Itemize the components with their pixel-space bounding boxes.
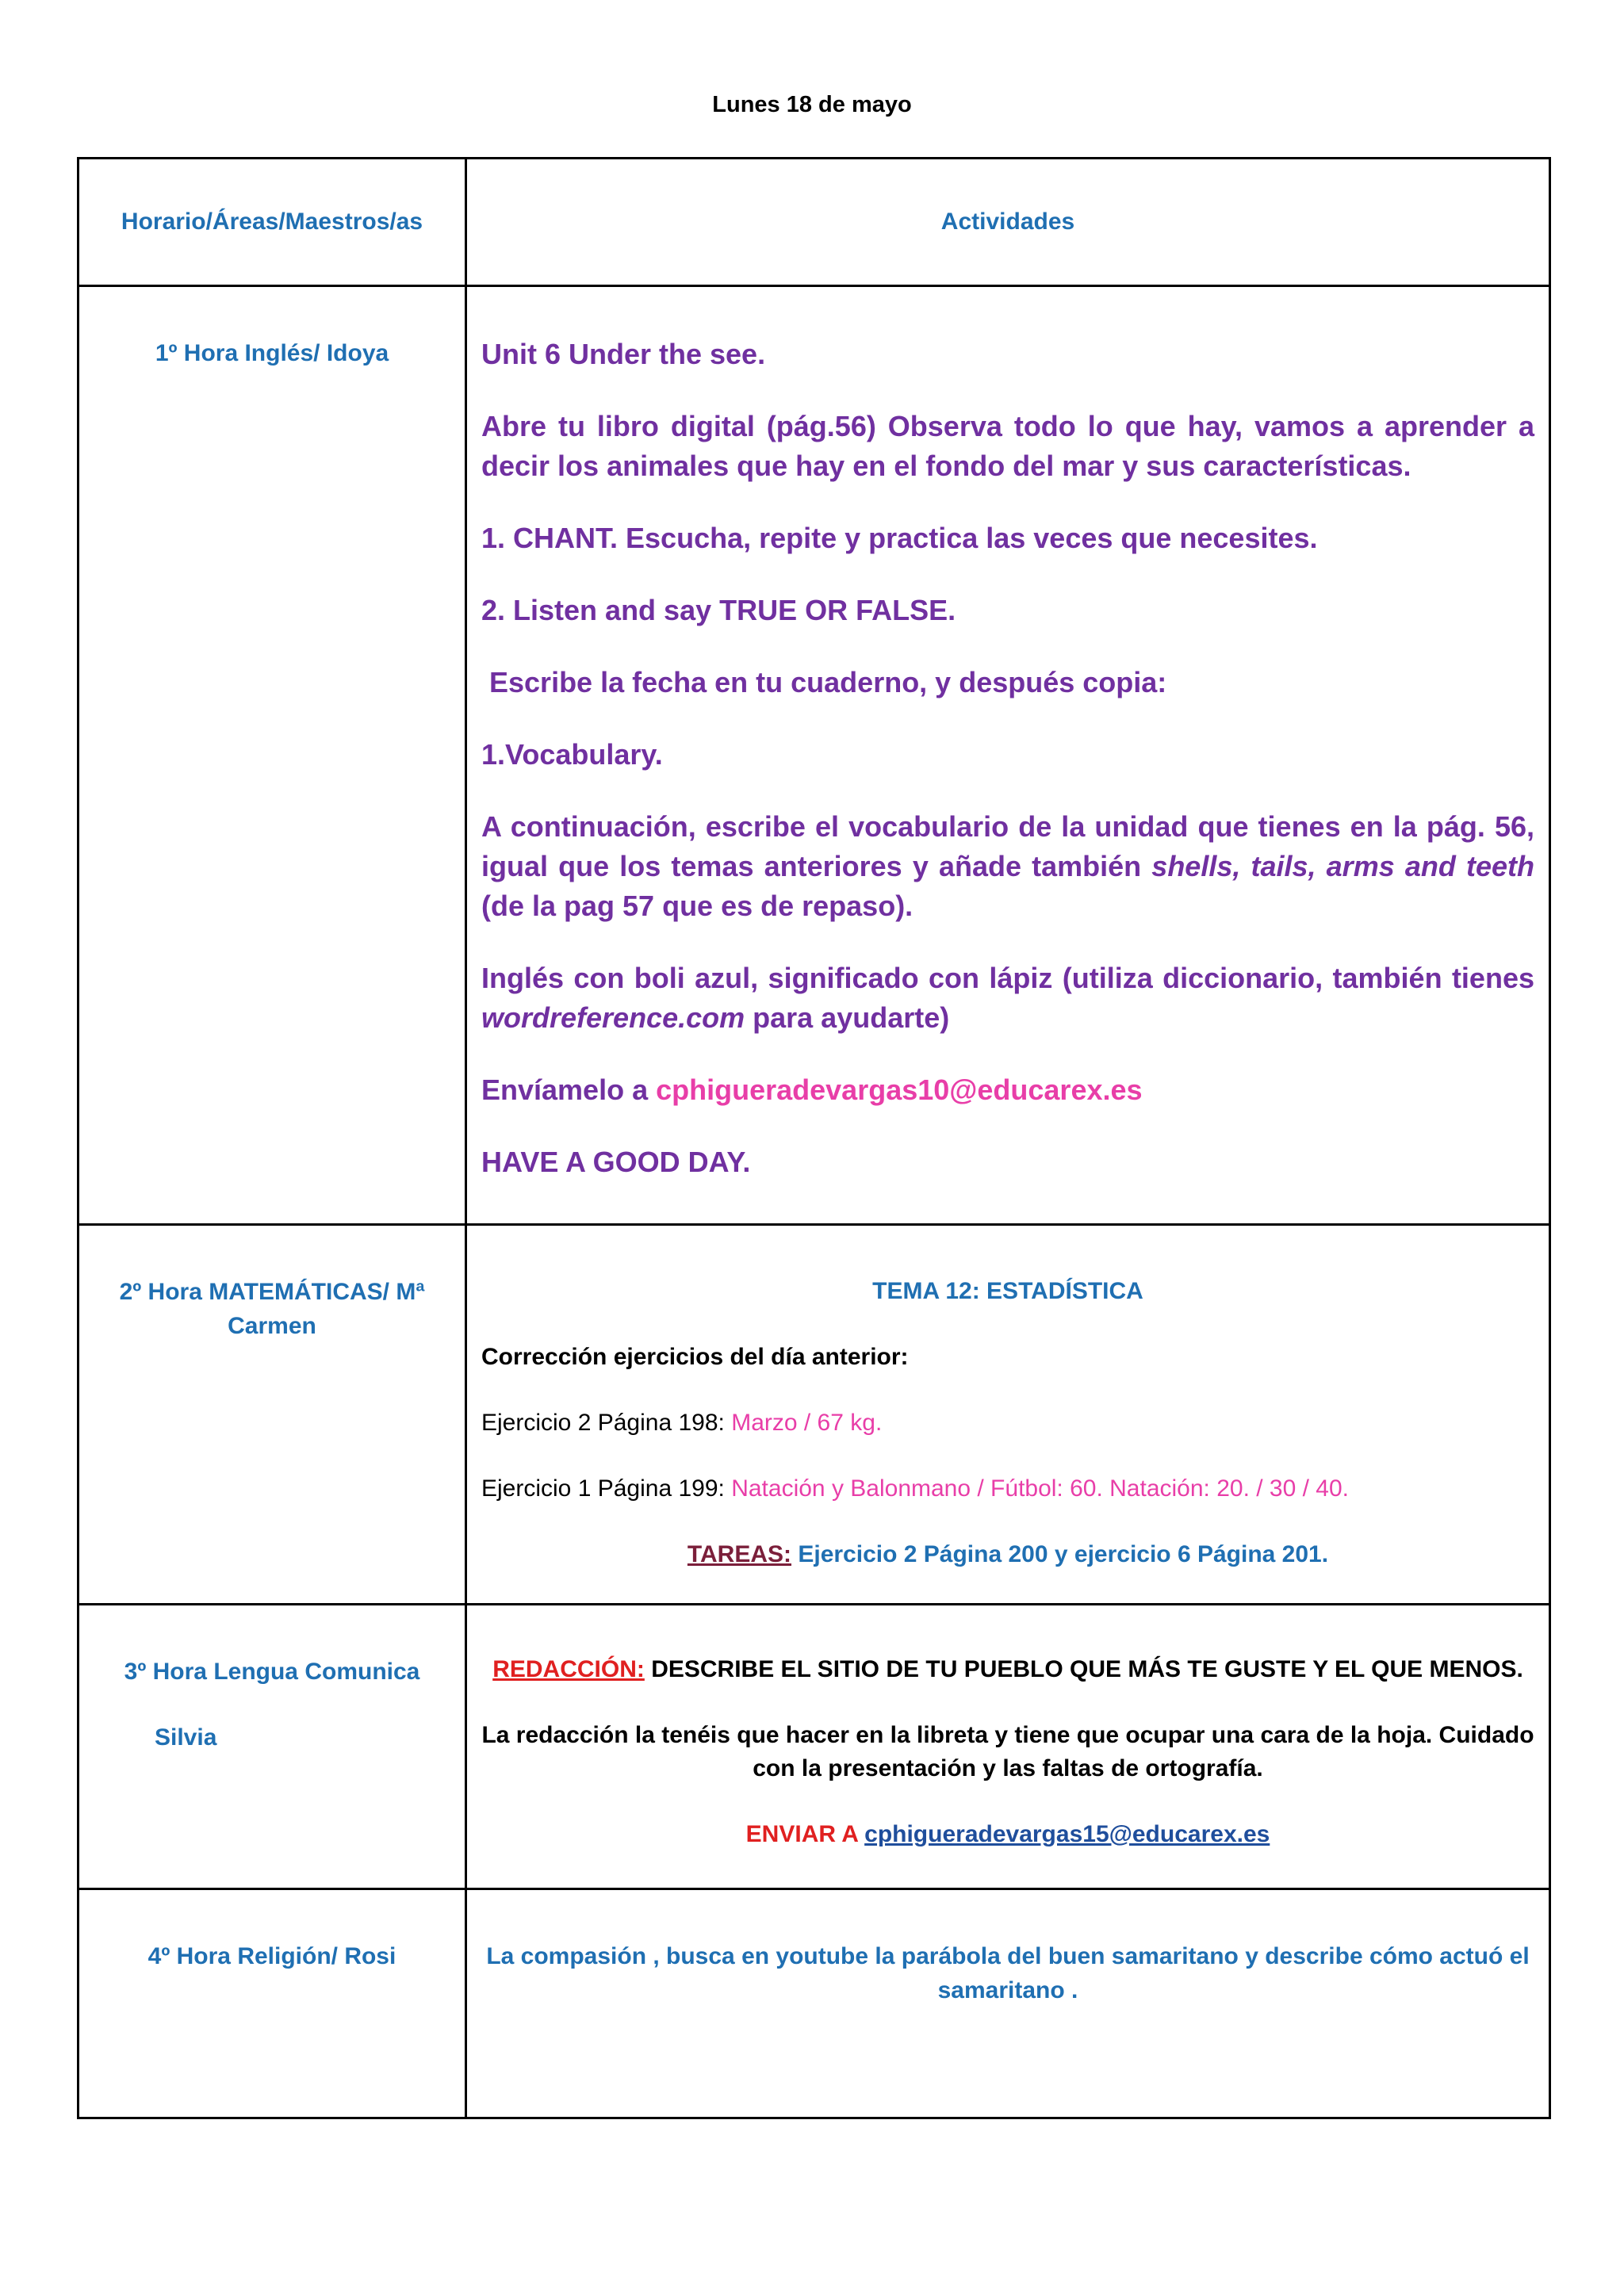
ej1-answer: Marzo / 67 kg. [731, 1410, 883, 1436]
ingles-envio [481, 1070, 1534, 1110]
row-religion [79, 1889, 1550, 2118]
header-row [79, 159, 1550, 286]
area-lengua-teacher: Silvia [155, 1724, 217, 1751]
tareas-text: Ejercicio 2 Página 200 y ejercicio 6 Página 201. [791, 1541, 1329, 1567]
boli-end: para ayudarte) [745, 1001, 950, 1034]
redaccion-label: REDACCIÓN: [492, 1656, 645, 1682]
lengua-instrucciones: La redacción la tenéis que hacer en la libreta y tiene que ocupar una cara de la hoja. Cuidado con la presentación y las faltas de ortografía. [481, 1722, 1534, 1781]
row-lengua [79, 1605, 1550, 1889]
redaccion-text: DESCRIBE EL SITIO DE TU PUEBLO QUE MÁS TE GUSTE Y EL QUE MENOS. [644, 1656, 1523, 1682]
lengua-redaccion [481, 1653, 1534, 1686]
lengua-email-link[interactable]: cphigueradevargas15@educarex.es [864, 1821, 1270, 1847]
area-mates-label: 2º Hora MATEMÁTICAS/ Mª Carmen [119, 1279, 425, 1339]
ej2-label: Ejercicio 1 Página 199: [481, 1475, 732, 1502]
mates-tema: TEMA 12: ESTADÍSTICA [872, 1278, 1143, 1304]
area-religion: 4º Hora Religión/ Rosi [79, 1889, 466, 2118]
schedule-table [77, 157, 1551, 2119]
envio-text: Envíamelo a [481, 1073, 657, 1106]
ingles-listen: 2. Listen and say TRUE OR FALSE. [481, 594, 956, 626]
ingles-fecha: Escribe la fecha en tu cuaderno, y después copia: [481, 666, 1167, 698]
boli-text: Inglés con boli azul, significado con lápiz (utiliza diccionario, también tienes [481, 962, 1534, 994]
activities-mates [466, 1225, 1550, 1605]
area-lengua-label: 3º Hora Lengua Comunica [124, 1659, 420, 1685]
ingles-chant: 1. CHANT. Escucha, repite y practica las veces que necesites. [481, 522, 1318, 554]
continuacion-end: (de la pag 57 que es de repaso). [481, 890, 914, 922]
row-mates [79, 1225, 1550, 1605]
vocab-extra: shells, tails, arms and teeth [1151, 850, 1534, 882]
area-mates [79, 1225, 466, 1605]
ej2-answer: Natación y Balonmano / Fútbol: 60. Natación: 20. / 30 / 40. [731, 1475, 1350, 1502]
activities-religion [466, 1889, 1550, 2118]
ingles-unit: Unit 6 Under the see. [481, 338, 766, 370]
row-ingles [79, 286, 1550, 1225]
ingles-boli [481, 959, 1534, 1038]
tareas-label: TAREAS: [687, 1541, 792, 1567]
ingles-email-link[interactable]: cphigueradevargas10@educarex.es [656, 1073, 1143, 1106]
ej1-label: Ejercicio 2 Página 198: [481, 1410, 732, 1436]
religion-text: La compasión , busca en youtube la parábola del buen samaritano y describe cómo actuó el samaritano . [486, 1943, 1530, 2003]
activities-lengua [466, 1605, 1550, 1889]
mates-tareas [481, 1538, 1534, 1571]
header-areas: Horario/Áreas/Maestros/as [79, 159, 466, 286]
ingles-intro: Abre tu libro digital (pág.56) Observa todo lo que hay, vamos a aprender a decir los animales que hay en el fondo del mar y sus características. [481, 410, 1534, 482]
enviar-label: ENVIAR A [745, 1821, 865, 1847]
mates-ej2 [481, 1472, 1534, 1506]
activities-ingles [466, 286, 1550, 1225]
area-ingles: 1º Hora Inglés/ Idoya [79, 286, 466, 1225]
page-title: Lunes 18 de mayo [712, 92, 912, 117]
ingles-vocabulary: 1.Vocabulary. [481, 738, 663, 771]
lengua-enviar [481, 1818, 1534, 1851]
area-lengua [79, 1605, 466, 1889]
ingles-goodbye: HAVE A GOOD DAY. [481, 1146, 751, 1178]
mates-correccion: Corrección ejercicios del día anterior: [481, 1344, 909, 1370]
mates-ej1 [481, 1406, 1534, 1440]
header-activities: Actividades [466, 159, 1550, 286]
ingles-continuacion [481, 807, 1534, 926]
continuacion-text: A continuación, escribe el vocabulario de la unidad que tienes en la pág. 56, igual que los temas anteriores y añade también [481, 810, 1534, 882]
wordreference-link[interactable]: wordreference.com [481, 1001, 745, 1034]
